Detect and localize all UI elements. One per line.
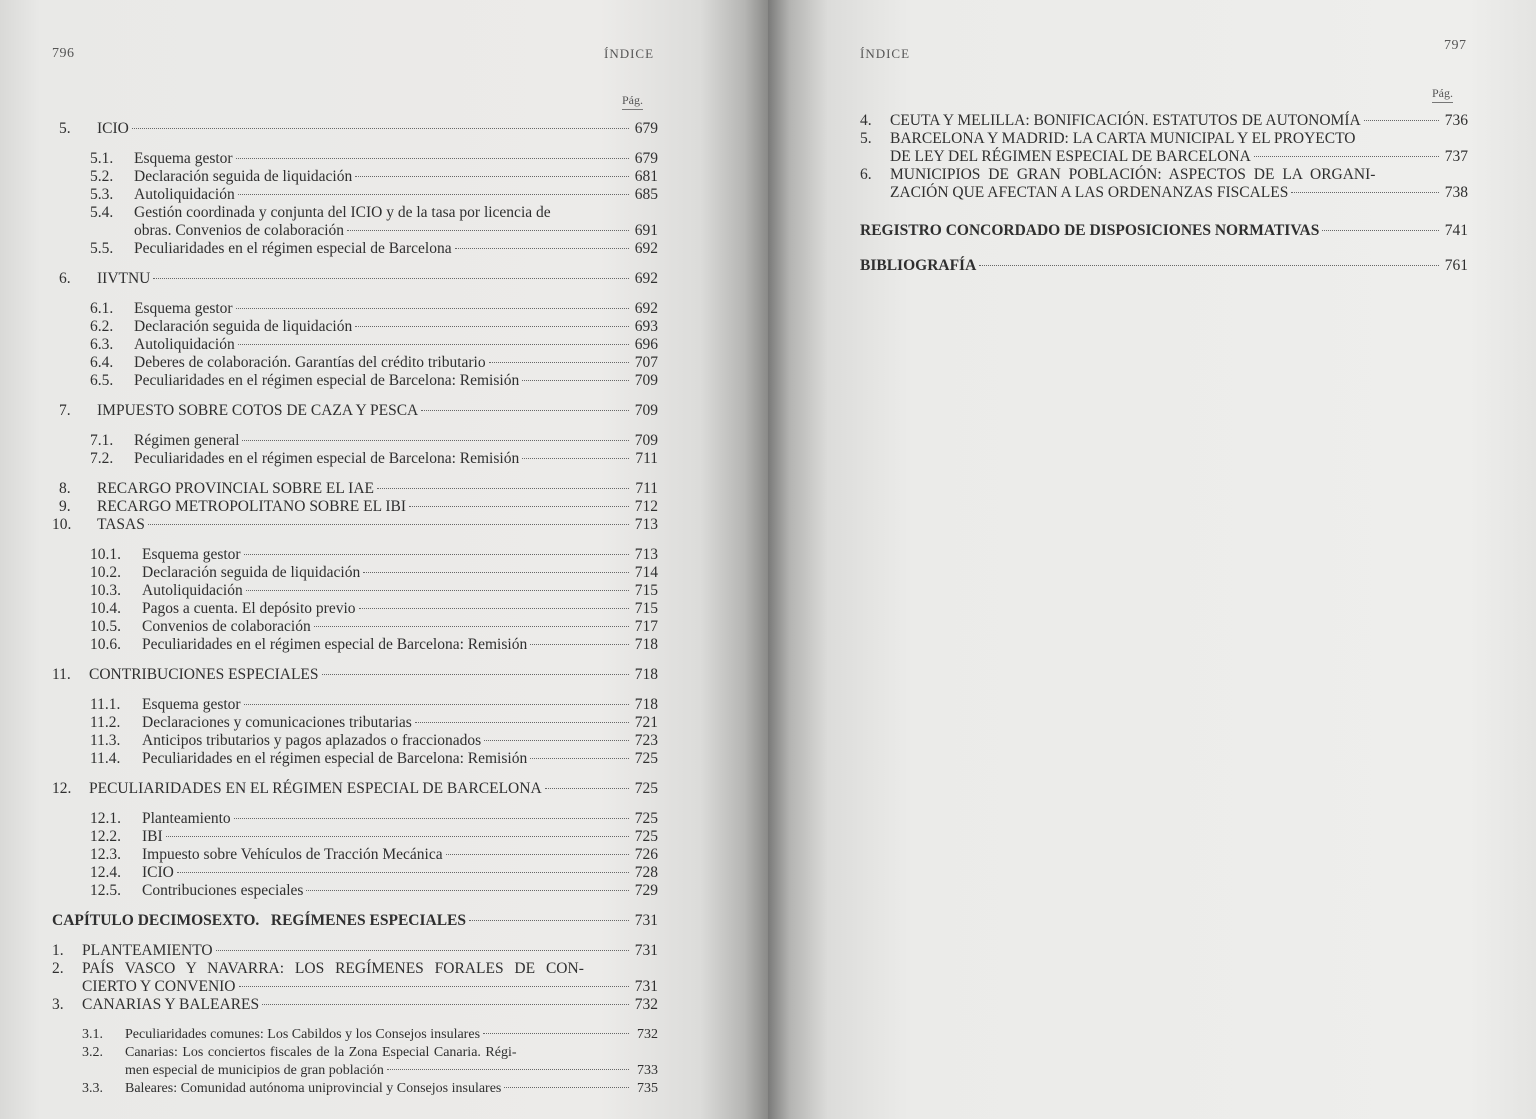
toc-section: BIBLIOGRAFÍA 761 (860, 257, 1468, 274)
page-number: 797 (1444, 38, 1467, 53)
toc-entry-continuation: CIERTO Y CONVENIO 731 (82, 978, 658, 995)
toc-entry: 12.4. ICIO 728 (90, 864, 658, 881)
toc-entry: 3.2. Canarias: Los conciertos fiscales de la Zona Especial Canaria. Régi- (82, 1045, 517, 1060)
toc-entry: 4. CEUTA Y MELILLA: BONIFICACIÓN. ESTATUTOS DE AUTONOMÍA 736 (860, 112, 1468, 129)
toc-entry: 5.5. Peculiaridades en el régimen especial de Barcelona 692 (90, 240, 658, 257)
toc-entry: 9. RECARGO METROPOLITANO SOBRE EL IBI 712 (59, 498, 658, 515)
table-of-contents (52, 120, 658, 1098)
toc-entry: 5.1. Esquema gestor 679 (90, 150, 658, 167)
toc-entry: 11. CONTRIBUCIONES ESPECIALES 718 (52, 666, 658, 683)
page-number: 796 (52, 46, 75, 61)
toc-entry: 6.3. Autoliquidación 696 (90, 336, 658, 353)
toc-entry: 11.4. Peculiaridades en el régimen especial de Barcelona: Remisión 725 (90, 750, 658, 767)
toc-entry: 7.2. Peculiaridades en el régimen especial de Barcelona: Remisión 711 (90, 450, 658, 467)
toc-entry-continuation: ZACIÓN QUE AFECTAN A LAS ORDENANZAS FISCALES 738 (890, 184, 1468, 201)
toc-entry: 8. RECARGO PROVINCIAL SOBRE EL IAE 711 (59, 480, 658, 497)
toc-entry: 12.5. Contribuciones especiales 729 (90, 882, 658, 899)
toc-entry: 5.3. Autoliquidación 685 (90, 186, 658, 203)
toc-entry: 11.2. Declaraciones y comunicaciones tributarias 721 (90, 714, 658, 731)
toc-entry: 3.1. Peculiaridades comunes: Los Cabildos y los Consejos insulares 732 (82, 1027, 658, 1042)
toc-entry: 10.2. Declaración seguida de liquidación 714 (90, 564, 658, 581)
toc-entry: 6.5. Peculiaridades en el régimen especial de Barcelona: Remisión 709 (90, 372, 658, 389)
toc-entry: 6. IIVTNU 692 (59, 270, 658, 287)
toc-entry: 12. PECULIARIDADES EN EL RÉGIMEN ESPECIAL DE BARCELONA 725 (52, 780, 658, 797)
toc-entry: 2. PAÍS VASCO Y NAVARRA: LOS REGÍMENES FORALES DE CON- (52, 960, 584, 977)
toc-entry-continuation: men especial de municipios de gran población 733 (125, 1063, 658, 1078)
toc-section: REGISTRO CONCORDADO DE DISPOSICIONES NORMATIVAS 741 (860, 222, 1468, 239)
toc-entry: 5. ICIO 679 (59, 120, 658, 137)
toc-entry: 12.2. IBI 725 (90, 828, 658, 845)
right-page (768, 0, 1536, 1119)
toc-entry: 12.1. Planteamiento 725 (90, 810, 658, 827)
toc-entry: 10.3. Autoliquidación 715 (90, 582, 658, 599)
toc-entry: 10. TASAS 713 (52, 516, 658, 533)
page-column-header: Pág. (622, 93, 643, 110)
toc-entry: 6. MUNICIPIOS DE GRAN POBLACIÓN: ASPECTOS DE LA ORGANI- (860, 166, 1376, 183)
toc-entry: 10.6. Peculiaridades en el régimen especial de Barcelona: Remisión 718 (90, 636, 658, 653)
running-head: ÍNDICE (860, 46, 911, 61)
table-of-contents (860, 112, 1468, 275)
page-column-header: Pág. (1432, 86, 1453, 103)
toc-entry: 12.3. Impuesto sobre Vehículos de Tracción Mecánica 726 (90, 846, 658, 863)
toc-entry: 3.3. Baleares: Comunidad autónoma uniprovincial y Consejos insulares 735 (82, 1081, 658, 1096)
toc-entry: 5. BARCELONA Y MADRID: LA CARTA MUNICIPAL Y EL PROYECTO (860, 130, 1356, 147)
toc-entry: 11.3. Anticipos tributarios y pagos aplazados o fraccionados 723 (90, 732, 658, 749)
toc-entry: 3. CANARIAS Y BALEARES 732 (52, 996, 658, 1013)
toc-entry: 6.1. Esquema gestor 692 (90, 300, 658, 317)
toc-entry: 6.2. Declaración seguida de liquidación 693 (90, 318, 658, 335)
toc-entry: 5.2. Declaración seguida de liquidación 681 (90, 168, 658, 185)
toc-entry: 5.4. Gestión coordinada y conjunta del ICIO y de la tasa por licencia de (90, 204, 551, 221)
toc-entry: 11.1. Esquema gestor 718 (90, 696, 658, 713)
toc-entry: 6.4. Deberes de colaboración. Garantías del crédito tributario 707 (90, 354, 658, 371)
toc-entry: 10.5. Convenios de colaboración 717 (90, 618, 658, 635)
toc-entry: 10.4. Pagos a cuenta. El depósito previo 715 (90, 600, 658, 617)
toc-entry: 1. PLANTEAMIENTO 731 (52, 942, 658, 959)
toc-entry: 7.1. Régimen general 709 (90, 432, 658, 449)
toc-entry: 10.1. Esquema gestor 713 (90, 546, 658, 563)
toc-entry-continuation: obras. Convenios de colaboración 691 (134, 222, 658, 239)
toc-entry: 7. IMPUESTO SOBRE COTOS DE CAZA Y PESCA 709 (59, 402, 658, 419)
toc-entry-continuation: DE LEY DEL RÉGIMEN ESPECIAL DE BARCELONA 737 (890, 148, 1468, 165)
toc-chapter: CAPÍTULO DECIMOSEXTO. REGÍMENES ESPECIALES 731 (52, 912, 658, 929)
running-head: ÍNDICE (604, 46, 655, 61)
